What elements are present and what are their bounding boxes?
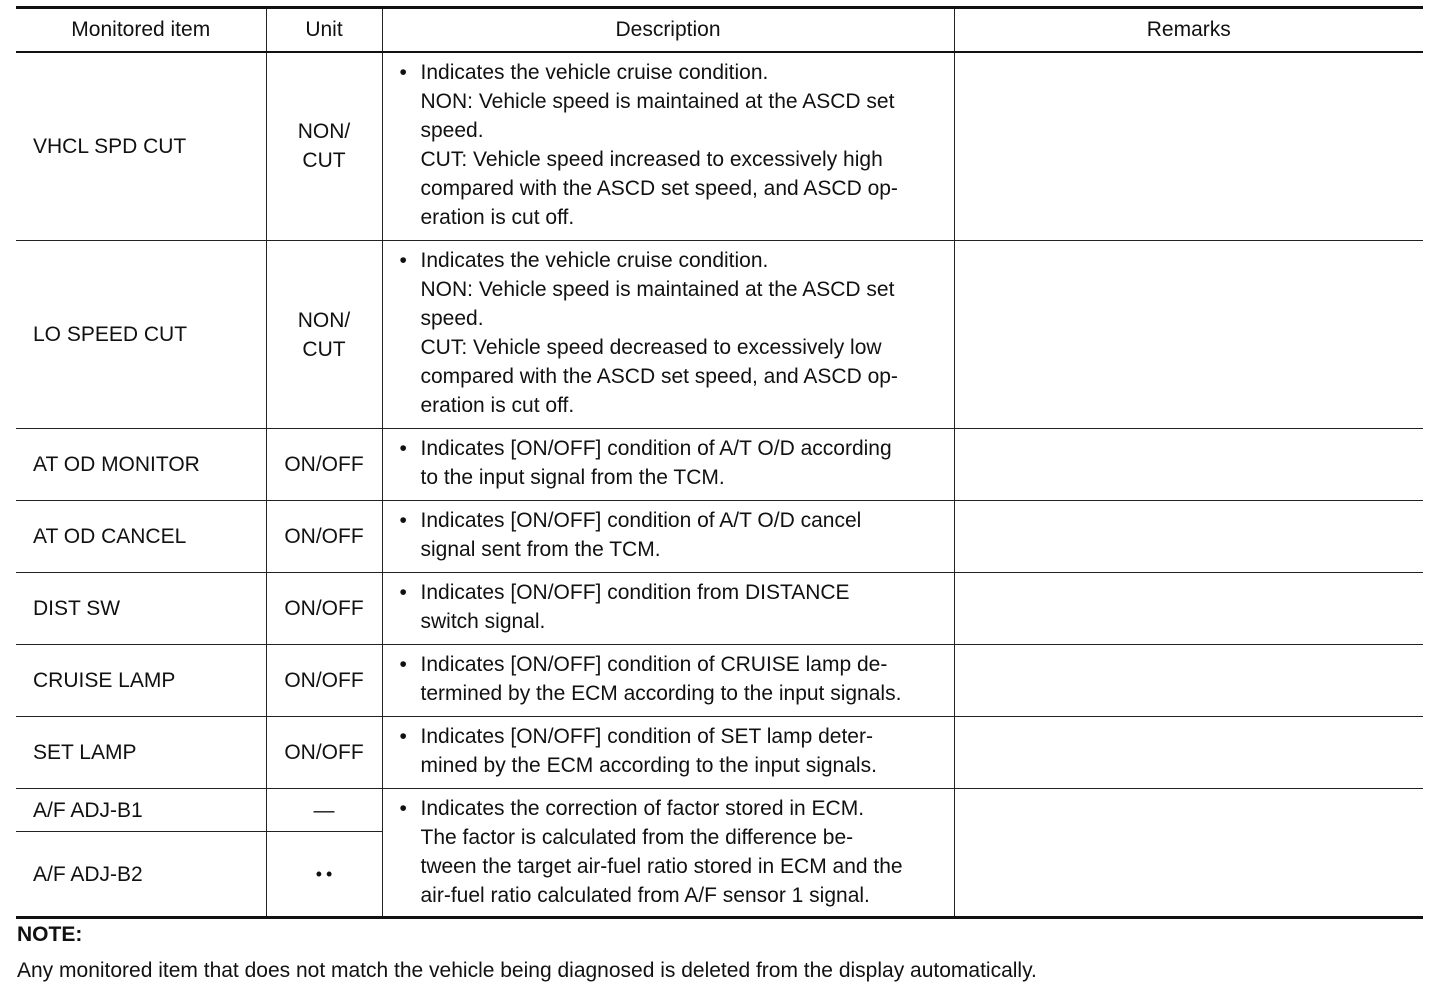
unit-dots: •• [315, 864, 337, 884]
remarks-cell [954, 501, 1423, 573]
monitored-item: AT OD MONITOR [16, 429, 266, 501]
monitored-item: VHCL SPD CUT [16, 52, 266, 241]
description-cell [382, 717, 954, 789]
monitored-item: A/F ADJ-B2 [16, 832, 266, 918]
description-line: to the input signal from the TCM. [420, 466, 725, 489]
description-line: eration is cut off. [420, 205, 575, 229]
description-cell [382, 645, 954, 717]
unit-cell [266, 241, 382, 429]
table-row [16, 429, 1423, 501]
table-row [16, 573, 1423, 645]
monitored-item: LO SPEED CUT [16, 241, 266, 429]
description-line: The factor is calculated from the difference be- [420, 826, 854, 849]
unit-line: NON/ [297, 308, 351, 332]
monitored-item: DIST SW [16, 573, 266, 645]
unit-line: CUT [302, 337, 346, 361]
description-bullet [421, 58, 948, 232]
monitored-item: SET LAMP [16, 717, 266, 789]
description-line: NON: Vehicle speed is maintained at the ASCD set [420, 278, 895, 301]
description-line: signal sent from the TCM. [420, 538, 661, 561]
description-line: speed. [420, 118, 484, 142]
description-line: compared with the ASCD set speed, and ASCD op- [420, 365, 898, 388]
description-line: CUT: Vehicle speed decreased to excessively low [420, 336, 882, 359]
description-line: • Indicates [ON/OFF] condition of A/T O/D cancel [420, 509, 862, 532]
table-row [16, 717, 1423, 789]
description-bullet [421, 794, 948, 910]
description-line: NON: Vehicle speed is maintained at the ASCD set [420, 89, 895, 113]
description-line: termined by the ECM according to the input signals. [420, 682, 902, 705]
description-line: air-fuel ratio calculated from A/F sensor 1 signal. [420, 884, 870, 907]
table-row [16, 645, 1423, 717]
description-cell [382, 573, 954, 645]
remarks-cell [954, 52, 1423, 241]
header-monitored-item: Monitored item [16, 8, 266, 52]
header-unit: Unit [266, 8, 382, 52]
table-header-row [16, 8, 1423, 52]
remarks-cell [954, 645, 1423, 717]
unit-cell: ON/OFF [266, 429, 382, 501]
description-line: • Indicates [ON/OFF] condition of CRUISE lamp de- [420, 653, 888, 676]
description-line: tween the target air-fuel ratio stored in ECM and the [420, 855, 903, 878]
unit-cell: ON/OFF [266, 501, 382, 573]
remarks-cell [954, 717, 1423, 789]
remarks-cell [954, 789, 1423, 918]
description-line: • Indicates the vehicle cruise condition. [420, 249, 769, 272]
description-bullet [421, 506, 948, 564]
description-cell [382, 241, 954, 429]
unit-line: CUT [302, 149, 346, 173]
unit-line: NON/ [297, 120, 351, 144]
description-cell [382, 429, 954, 501]
description-cell [382, 789, 954, 918]
description-line: • Indicates [ON/OFF] condition of A/T O/D according [420, 437, 892, 460]
description-line: • Indicates [ON/OFF] condition from DISTANCE [420, 581, 850, 604]
unit-cell: ON/OFF [266, 573, 382, 645]
description-cell [382, 501, 954, 573]
description-line: compared with the ASCD set speed, and ASCD op- [420, 176, 898, 200]
header-description: Description [382, 8, 954, 52]
unit-cell [266, 832, 382, 918]
unit-cell: ON/OFF [266, 717, 382, 789]
description-cell [382, 52, 954, 241]
description-line: speed. [420, 307, 484, 330]
remarks-cell [954, 429, 1423, 501]
monitored-item: AT OD CANCEL [16, 501, 266, 573]
description-line: • Indicates the vehicle cruise condition. [420, 60, 769, 84]
unit-cell: ON/OFF [266, 645, 382, 717]
description-line: • Indicates [ON/OFF] condition of SET lamp deter- [420, 725, 873, 748]
note-text: Any monitored item that does not match the vehicle being diagnosed is deleted from the display automatically. [17, 959, 1037, 982]
table-row [16, 52, 1423, 241]
note-title: NOTE: [17, 923, 83, 946]
monitored-item: CRUISE LAMP [16, 645, 266, 717]
unit-cell [266, 52, 382, 241]
description-bullet [421, 434, 948, 492]
description-bullet [421, 578, 948, 636]
table-row [16, 501, 1423, 573]
remarks-cell [954, 241, 1423, 429]
description-bullet [421, 650, 948, 708]
monitored-item: A/F ADJ-B1 [16, 789, 266, 832]
header-remarks: Remarks [954, 8, 1423, 52]
unit-cell: — [266, 789, 382, 832]
description-bullet [421, 722, 948, 780]
description-line: • Indicates the correction of factor stored in ECM. [420, 797, 865, 820]
description-line: eration is cut off. [420, 394, 575, 417]
description-line: mined by the ECM according to the input signals. [420, 754, 877, 777]
table-row [16, 789, 1423, 832]
description-line: switch signal. [420, 610, 546, 633]
monitor-items-table [16, 6, 1423, 919]
remarks-cell [954, 573, 1423, 645]
description-line: CUT: Vehicle speed increased to excessively high [420, 147, 883, 171]
table-row [16, 241, 1423, 429]
description-bullet [421, 246, 948, 420]
